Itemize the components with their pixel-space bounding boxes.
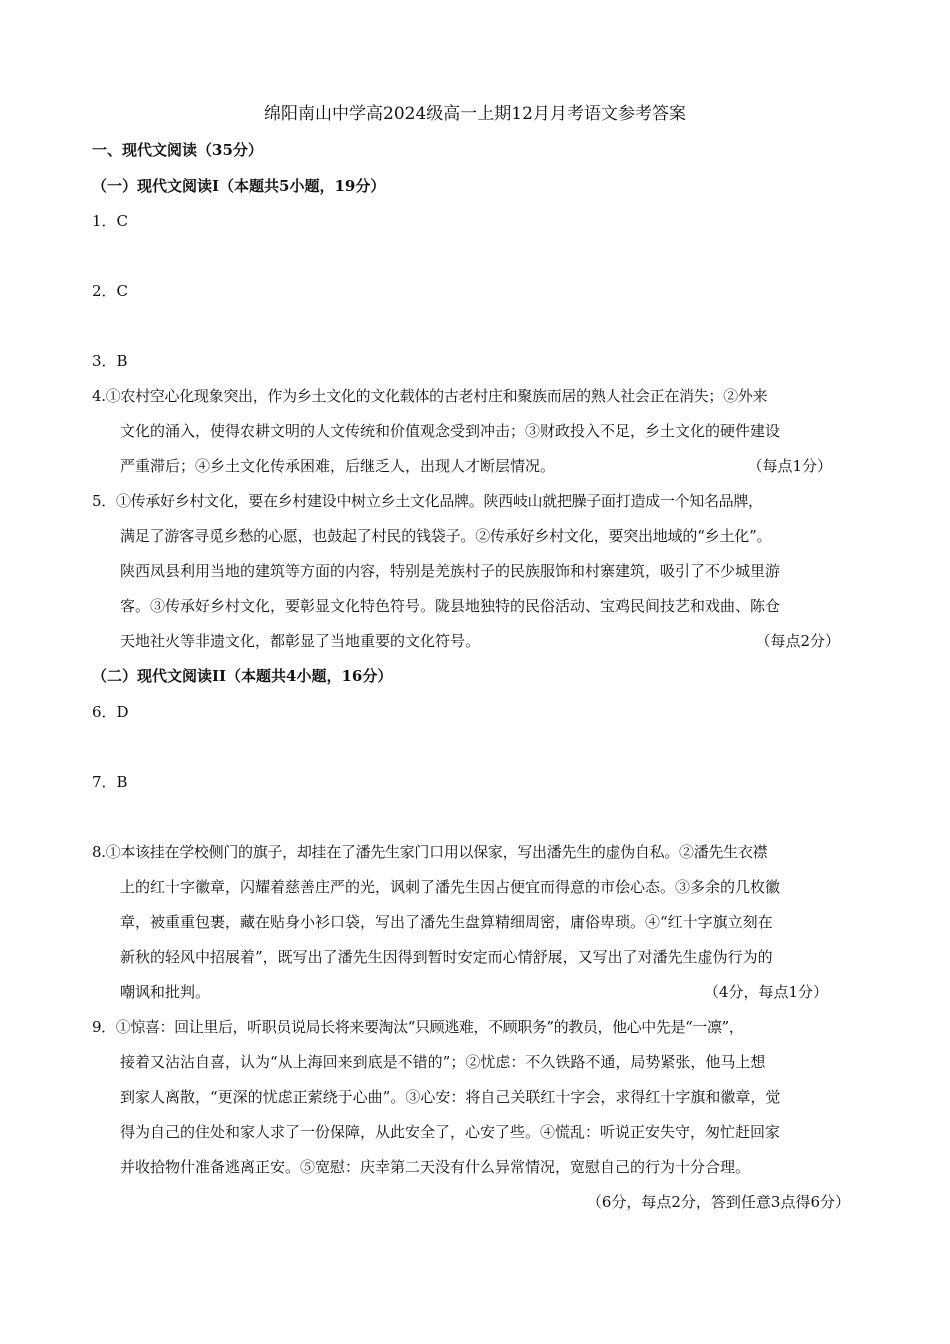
answer-q5-line: 5．①传承好乡村文化，要在乡村建设中树立乡土文化品牌。陕西岐山就把臊子面打造成一个知名品牌， — [92, 492, 763, 510]
answer-q5-line: 客。③传承好乡村文化，要彰显文化特色符号。陇县地独特的民俗活动、宝鸡民间技艺和戏曲、陈仓 — [120, 597, 781, 615]
answer-q8-line: 章，被重重包裹，藏在贴身小衫口袋，写出了潘先生盘算精细周密，庸俗卑琐。④“红十字旗立刻在 — [120, 913, 773, 931]
answer-q6: 6．D — [92, 703, 129, 721]
answer-q9-line: 9．①惊喜：回让里后，听职员说局长将来要淘汰“只顾逃难，不顾职务”的教员，他心中先是“一凛”， — [92, 1018, 744, 1036]
answer-q4-score: （每点1分） — [747, 457, 832, 475]
answer-q9-line: 到家人离散，“更深的忧虑正萦绕于心曲”。③心安：将自己关联红十字会，求得红十字旗和徽章，觉 — [120, 1088, 781, 1106]
answer-q4-line: 文化的涌入，使得农耕文明的人文传统和价值观念受到冲击；③财政投入不足，乡土文化的硬件建设 — [120, 422, 781, 440]
answer-q5-line: 满足了游客寻觅乡愁的心愿，也鼓起了村民的钱袋子。②传承好乡村文化，要突出地域的“乡土化”。 — [120, 527, 772, 545]
answer-q8-line: 新秋的轻风中招展着”，既写出了潘先生因得到暂时安定而心情舒展，又写出了对潘先生虚伪行为的 — [120, 948, 773, 966]
answer-q1: 1．C — [92, 212, 129, 230]
answer-q9-score: （6分，每点2分，答到任意3点得6分） — [586, 1193, 850, 1211]
answer-q5-score: （每点2分） — [755, 632, 840, 650]
answer-q8-line: 8.①本该挂在学校侧门的旗子，却挂在了潘先生家门口用以保家，写出潘先生的虚伪自私。②潘先生衣襟 — [92, 843, 768, 861]
answer-q3: 3．B — [92, 352, 128, 370]
answer-q8-line: 上的红十字徽章，闪耀着慈善庄严的光，讽刺了潘先生因占便宜而得意的市侩心态。③多余的几枚徽 — [120, 878, 781, 896]
answer-q8-score: （4分，每点1分） — [703, 983, 828, 1001]
part-heading-reading-1: （一）现代文阅读I（本题共5小题，19分） — [92, 177, 386, 195]
answer-q5-line: 天地社火等非遗文化，都彰显了当地重要的文化符号。 — [120, 632, 481, 650]
answer-q8-line: 嘲讽和批判。 — [120, 983, 211, 1001]
answer-q5-line: 陕西凤县利用当地的建筑等方面的内容，特别是羌族村子的民族服饰和村寨建筑，吸引了不少城里游 — [120, 562, 781, 580]
answer-q2: 2．C — [92, 282, 129, 300]
answer-q4-line: 4.①农村空心化现象突出，作为乡土文化的文化载体的古老村庄和聚族而居的熟人社会正在消失；②外来 — [92, 387, 768, 405]
answer-q9-line: 并收拾物什准备逃离正安。⑤宽慰：庆幸第二天没有什么异常情况，宽慰自己的行为十分合理。 — [120, 1158, 751, 1176]
section-heading-modern-reading: 一、现代文阅读（35分） — [92, 141, 263, 159]
part-heading-reading-2: （二）现代文阅读II（本题共4小题，16分） — [92, 667, 393, 685]
answer-q9-line: 得为自己的住处和家人求了一份保障，从此安全了，心安了些。④慌乱：听说正安失守，匆忙赶回家 — [120, 1123, 781, 1141]
answer-q7: 7．B — [92, 773, 128, 791]
document-title: 绵阳南山中学高2024级高一上期12月月考语文参考答案 — [264, 104, 686, 124]
answer-q9-line: 接着又沾沾自喜，认为“从上海回来到底是不错的”；②忧虑：不久铁路不通，局势紧张，他马上想 — [120, 1053, 766, 1071]
answer-q4-line: 严重滞后；④乡土文化传承困难，后继乏人，出现人才断层情况。 — [120, 457, 556, 475]
